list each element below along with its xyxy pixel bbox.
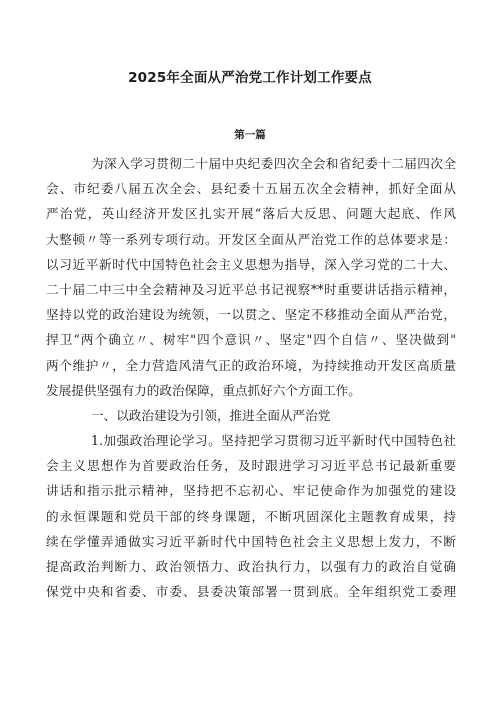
- paragraph-line: 保党中央和省委、市委、县委决策部署一贯到底。全年组织党工委理: [46, 584, 456, 600]
- paragraph-line: 续在学懂弄通做实习近平新时代中国特色社会主义思想上发力，不断: [46, 533, 456, 549]
- paragraph-line: 1.加强政治理论学习。坚持把学习贯彻习近平新时代中国特色社: [91, 433, 456, 449]
- paragraph-line: 大整顿〃等一系列专项行动。开发区全面从严治党工作的总体要求是：: [46, 231, 456, 247]
- document-title: 2025年全面从严治党工作计划工作要点: [128, 70, 372, 86]
- subheading: 一、以政治建设为引领，推进全面从严治党: [91, 407, 331, 423]
- paragraph-line: 讲话和指示批示精神，坚持把不忘初心、牢记使命作为加强党的建设: [46, 483, 456, 499]
- paragraph-line: 坚持以党的政治建设为统领，一以贯之、坚定不移推动全面从严治党，: [46, 307, 456, 323]
- paragraph-line: 二十届二中三中全会精神及习近平总书记视察**时重要讲话指示精神，: [46, 281, 456, 297]
- section-heading: 第一篇: [234, 129, 266, 141]
- paragraph-line: 发展提供坚强有力的政治保障，重点抓好六个方面工作。: [46, 382, 361, 398]
- paragraph-line: 提高政治判断力、政治领悟力、政治执行力，以强有力的政治自觉确: [46, 559, 456, 574]
- paragraph-line: 以习近平新时代中国特色社会主义思想为指导，深入学习党的二十大、: [46, 256, 456, 272]
- paragraph-line: 会、市纪委八届五次全会、县纪委十五届五次全会精神，抓好全面从: [46, 181, 456, 197]
- paragraph-line: 为深入学习贯彻二十届中央纪委四次全会和省纪委十二届四次全: [91, 156, 456, 171]
- document-body: [46, 151, 456, 604]
- paragraph-line: 的永恒课题和党员干部的终身课题，不断巩固深化主题教育成果，持: [46, 508, 456, 524]
- paragraph-line: 会主义思想作为首要政治任务，及时跟进学习习近平总书记最新重要: [46, 458, 456, 474]
- paragraph-line: 严治党，英山经济开发区扎实开展“落后大反思、问题大起底、作风: [46, 206, 456, 222]
- paragraph-line: 两个维护〃，全力营造风清气正的政治环境，为持续推动开发区高质量: [46, 357, 456, 373]
- paragraph-line: 捍卫“两个确立〃、树牢"四个意识〃、坚定"四个自信〃、坚决做到": [46, 332, 456, 348]
